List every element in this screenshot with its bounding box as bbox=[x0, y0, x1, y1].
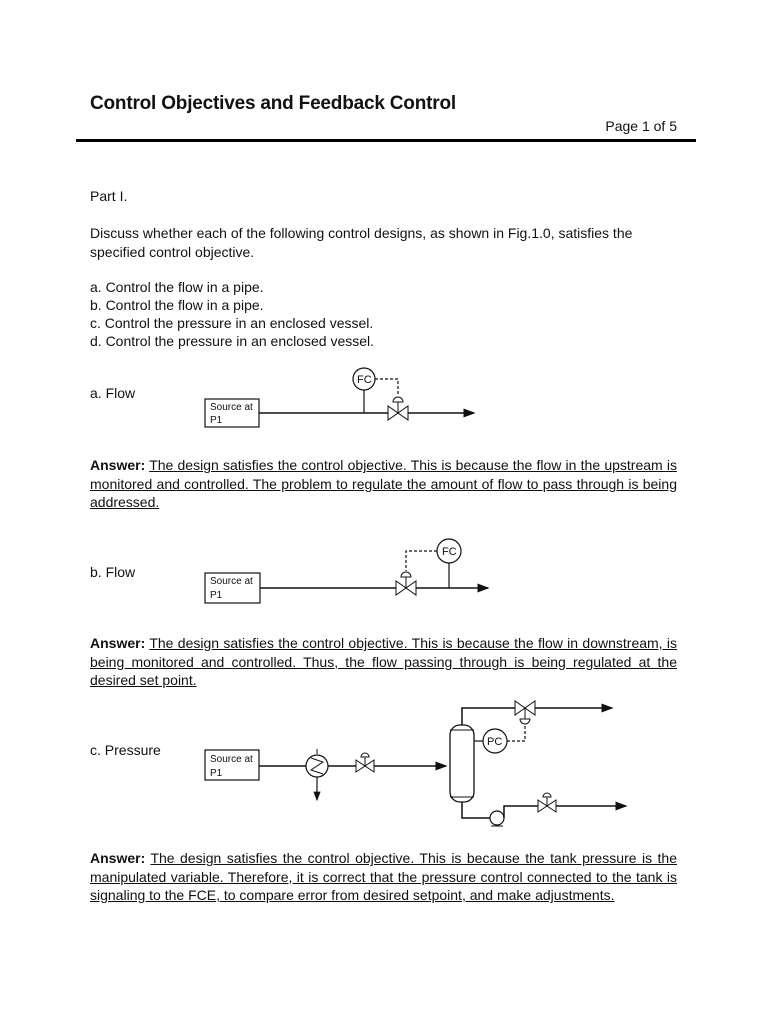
source-label-line2: P1 bbox=[210, 768, 223, 779]
answer-label: Answer: bbox=[90, 850, 146, 866]
list-item: d. Control the pressure in an enclosed vessel. bbox=[90, 333, 375, 349]
valve-actuator-icon bbox=[543, 793, 551, 797]
controller-label: FC bbox=[442, 546, 457, 558]
controller-label: FC bbox=[357, 374, 372, 386]
signal-line bbox=[406, 551, 437, 571]
valve-actuator-icon bbox=[361, 753, 369, 757]
intro-paragraph: Discuss whether each of the following control designs, as shown in Fig.1.0, satisfies the specified control objective. bbox=[90, 225, 633, 260]
pump-icon bbox=[490, 811, 504, 825]
signal-line bbox=[375, 379, 398, 396]
diagram-c-label: c. Pressure bbox=[90, 742, 161, 758]
diagram-b-label: b. Flow bbox=[90, 564, 136, 580]
part-heading: Part I. bbox=[90, 188, 128, 204]
diagram-b bbox=[205, 539, 488, 603]
controller-label: PC bbox=[487, 736, 503, 748]
answer-label: Answer: bbox=[90, 457, 146, 473]
diagram-a-label: a. Flow bbox=[90, 385, 136, 401]
list-item: a. Control the flow in a pipe. bbox=[90, 279, 264, 295]
answer-label: Answer: bbox=[90, 635, 146, 651]
valve-actuator-icon bbox=[520, 719, 530, 724]
source-label-line1: Source at bbox=[210, 754, 253, 765]
bottoms-outlet-line bbox=[504, 806, 626, 818]
bottoms-line bbox=[462, 802, 490, 818]
vessel-tank bbox=[450, 725, 474, 802]
source-label-line1: Source at bbox=[210, 576, 253, 587]
answer-text: The design satisfies the control objective. This is because the flow in the upstream is monitored and controlled. The problem to regulate the amount of flow to pass through is being addressed. bbox=[90, 457, 677, 510]
valve-actuator-icon bbox=[401, 572, 411, 577]
source-label-line2: P1 bbox=[210, 590, 223, 601]
answer-text: The design satisfies the control objective. This is because the flow in downstream, is being monitored and controlled. Thus, the flow passing through is being regulated at the desired set point. bbox=[90, 635, 678, 688]
valve-actuator-icon bbox=[393, 397, 403, 402]
diagram-c bbox=[205, 701, 626, 826]
signal-line bbox=[507, 724, 525, 741]
list-item: b. Control the flow in a pipe. bbox=[90, 297, 264, 313]
vapor-outlet-line bbox=[462, 708, 612, 725]
answer-text: The design satisfies the control objective. This is because the tank pressure is the manipulated variable. Therefore, it is correct that the pressure control connected to the tank is signaling to the FCE, to compare error from desired setpoint, and make adjustments. bbox=[90, 850, 677, 903]
list-item: c. Control the pressure in an enclosed vessel. bbox=[90, 315, 374, 331]
source-label-line1: Source at bbox=[210, 402, 253, 413]
source-label-line2: P1 bbox=[210, 415, 223, 426]
page-number: Page 1 of 5 bbox=[605, 118, 677, 134]
diagram-a bbox=[205, 368, 474, 427]
page-title: Control Objectives and Feedback Control bbox=[90, 93, 456, 114]
